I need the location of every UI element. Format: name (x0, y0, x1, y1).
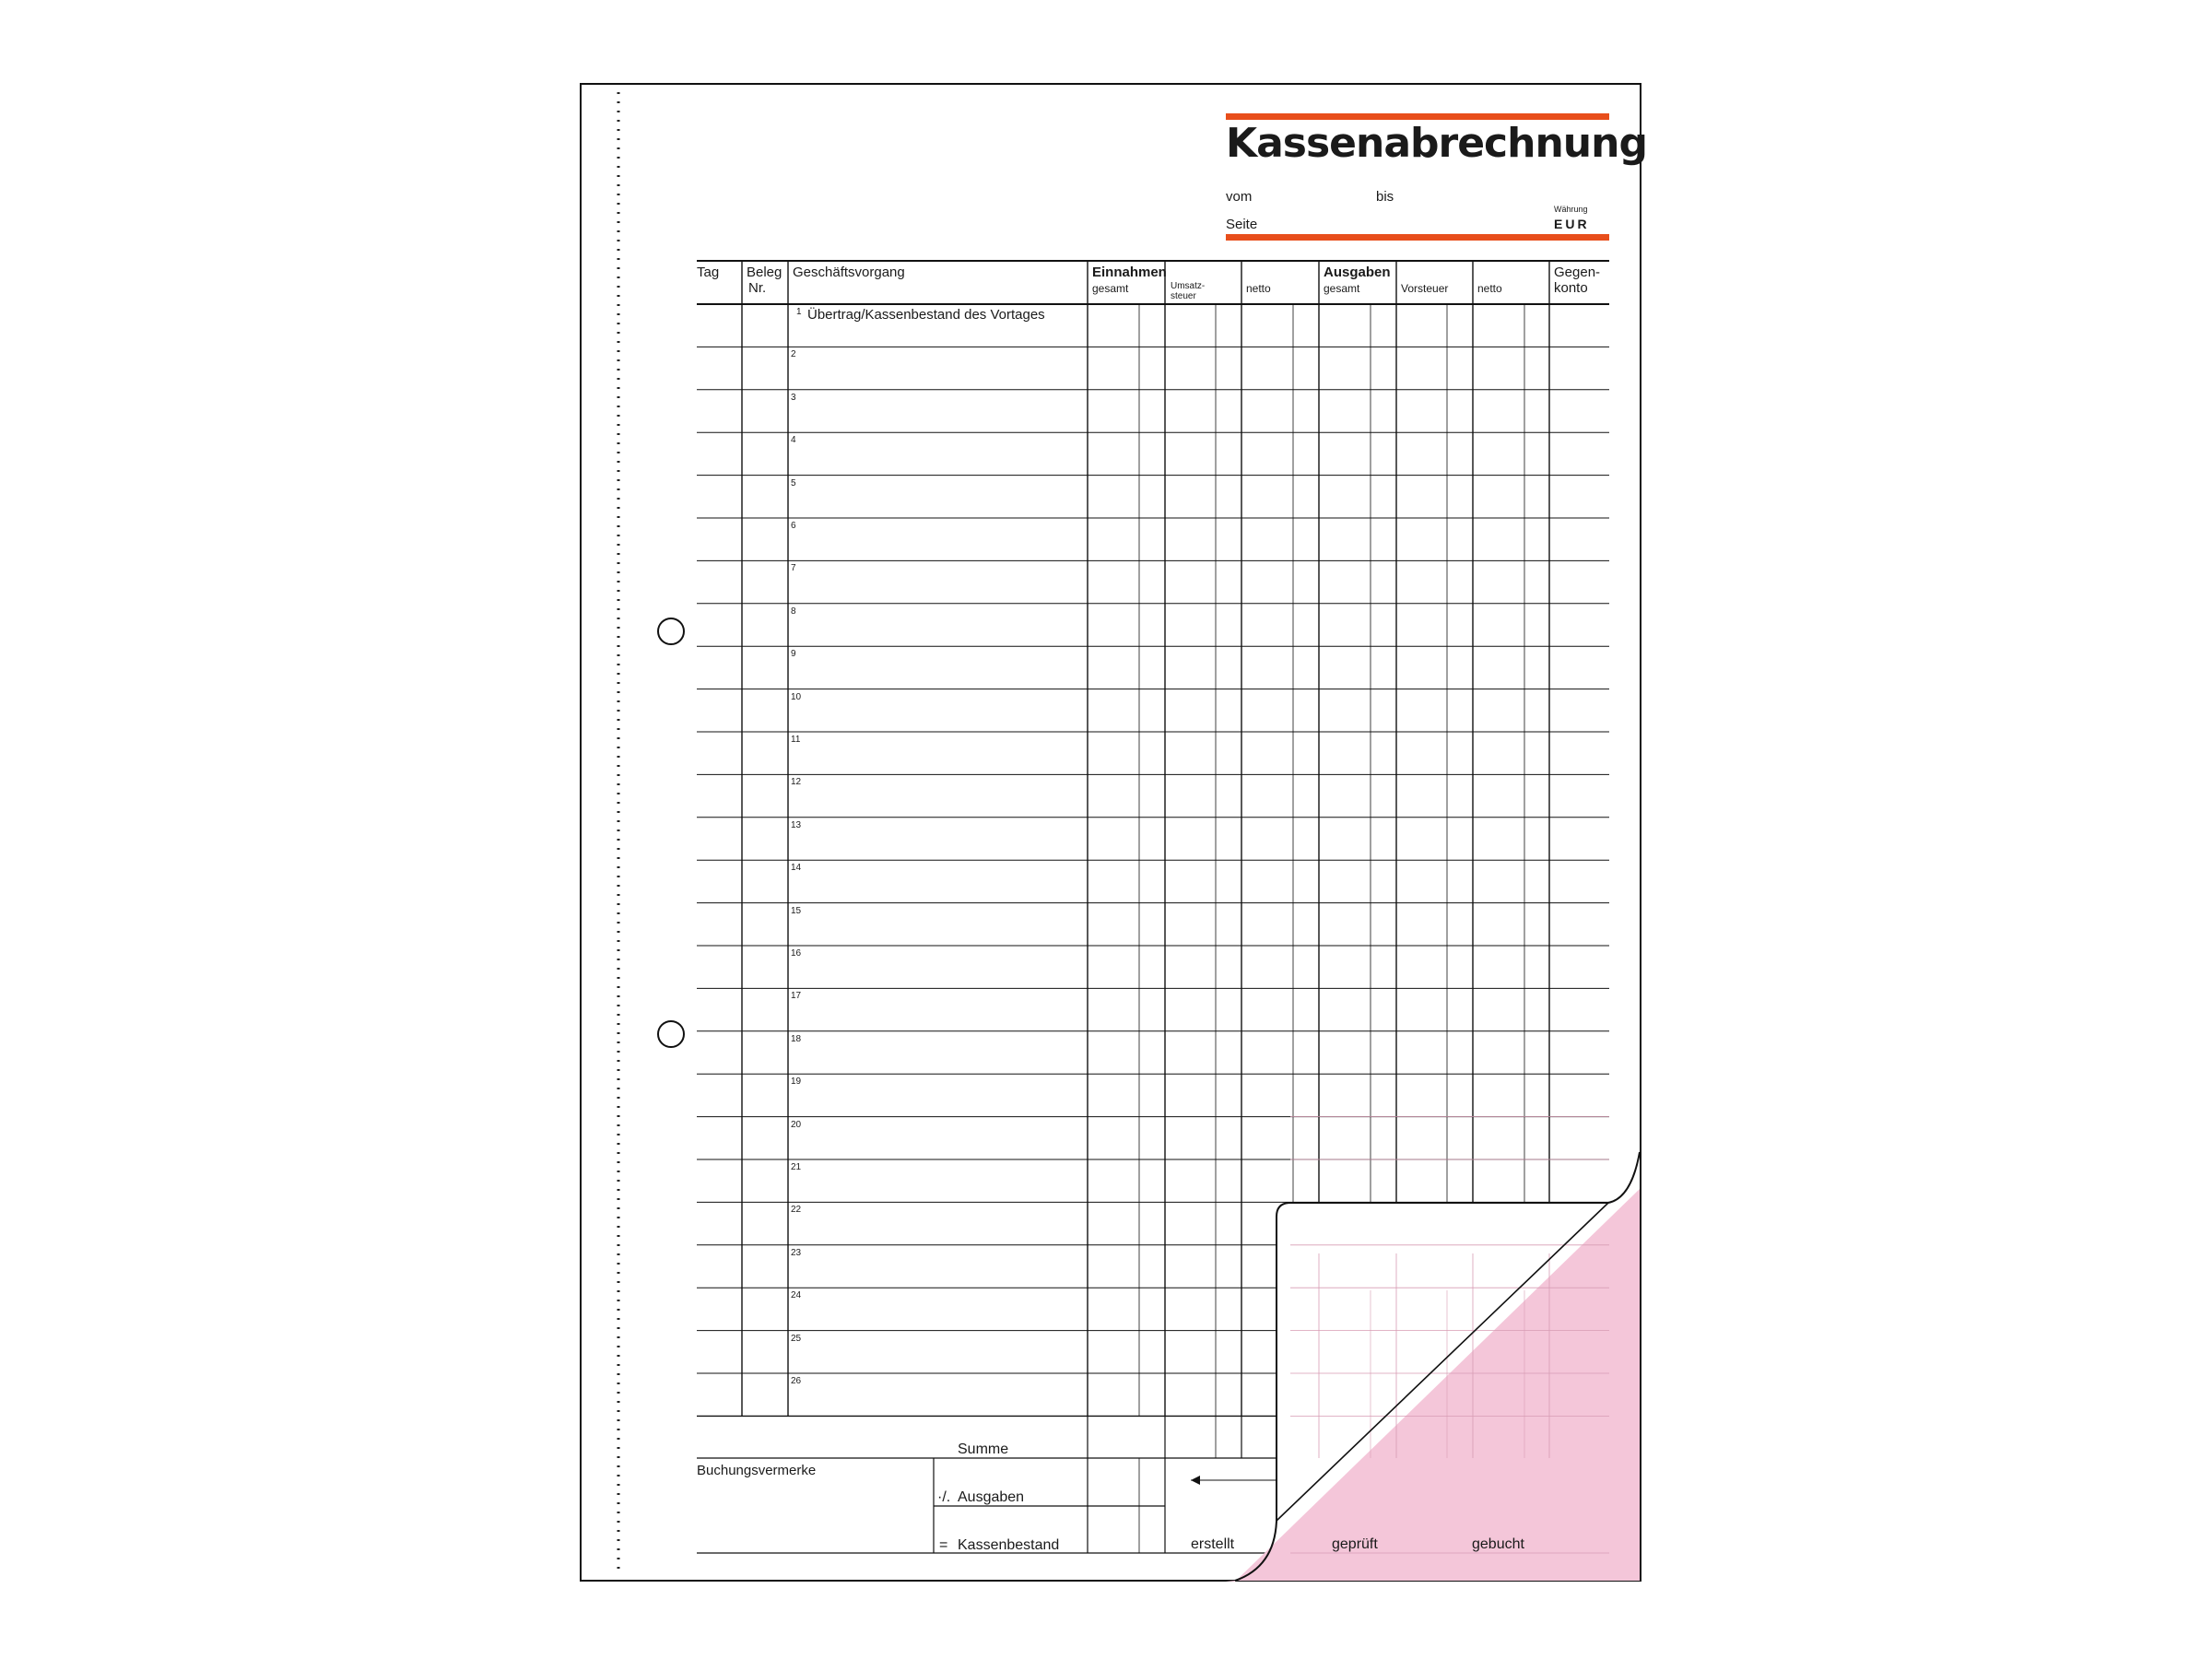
geprueft-label: geprüft (1332, 1536, 1378, 1552)
row-number: 25 (791, 1333, 802, 1344)
kassenbestand-label: Kassenbestand (958, 1537, 1060, 1553)
row-number: 23 (791, 1247, 802, 1258)
row-number: 16 (791, 948, 802, 959)
row-number: 14 (791, 863, 802, 874)
bis-label: bis (1376, 189, 1394, 205)
row-number: 13 (791, 819, 802, 830)
col-tag: Tag (697, 265, 720, 280)
col-einnahmen-gesamt: gesamt (1092, 282, 1129, 295)
row-number: 24 (791, 1290, 802, 1301)
currency-label: Währung (1554, 205, 1588, 214)
vom-label: vom (1226, 189, 1253, 205)
col-einnahmen: Einnahmen (1092, 265, 1167, 280)
row-number: 2 (791, 349, 796, 360)
erstellt-label: erstellt (1191, 1536, 1235, 1552)
row-number: 17 (791, 991, 802, 1002)
row-number: 18 (791, 1033, 802, 1044)
col-gegenkonto-2: konto (1554, 280, 1588, 296)
row-number: 6 (791, 521, 796, 531)
row-number: 15 (791, 905, 802, 916)
col-beleg-1: Beleg (747, 265, 782, 280)
row-number: 26 (791, 1376, 802, 1386)
col-ausgaben-gesamt: gesamt (1324, 282, 1360, 295)
minus-sign: ·/. (937, 1489, 951, 1505)
row-number: 11 (791, 735, 801, 745)
col-ausgaben-vorsteuer: Vorsteuer (1401, 282, 1449, 295)
transfer-arrow-head (1191, 1476, 1200, 1485)
summe-label: Summe (958, 1441, 1009, 1457)
col-ausgaben: Ausgaben (1324, 265, 1391, 280)
col-einnahmen-ust-2: steuer (1171, 291, 1196, 301)
buchungsvermerke-label: Buchungsvermerke (697, 1463, 817, 1478)
equals-sign: = (939, 1537, 948, 1553)
row-number: 12 (791, 777, 802, 788)
first-row-text: Übertrag/Kassenbestand des Vortages (807, 307, 1045, 323)
currency-value: EUR (1554, 217, 1590, 231)
col-einnahmen-netto: netto (1246, 282, 1271, 295)
row-number: 10 (791, 691, 802, 702)
row-number: 7 (791, 563, 796, 574)
col-einnahmen-ust-1: Umsatz- (1171, 281, 1206, 291)
title-bar-bottom (1226, 234, 1609, 241)
row-number: 20 (791, 1119, 802, 1130)
row-number: 21 (791, 1162, 802, 1172)
title-bar-top (1226, 113, 1609, 120)
row-number: 1 (796, 307, 802, 317)
row-number: 9 (791, 649, 796, 660)
row-number: 19 (791, 1077, 802, 1088)
row-number: 5 (791, 477, 796, 488)
gebucht-label: gebucht (1472, 1536, 1524, 1552)
ausgaben-total-label: Ausgaben (958, 1489, 1025, 1505)
seite-label: Seite (1226, 217, 1258, 232)
form-title: Kassenabrechnung (1226, 120, 1647, 167)
row-number: 3 (791, 392, 796, 403)
col-vorgang: Geschäftsvorgang (793, 265, 905, 280)
col-ausgaben-netto: netto (1477, 282, 1502, 295)
row-number: 8 (791, 606, 796, 617)
col-gegenkonto-1: Gegen- (1554, 265, 1601, 280)
col-beleg-2: Nr. (748, 280, 767, 296)
row-number: 22 (791, 1205, 802, 1216)
row-number: 4 (791, 435, 796, 446)
